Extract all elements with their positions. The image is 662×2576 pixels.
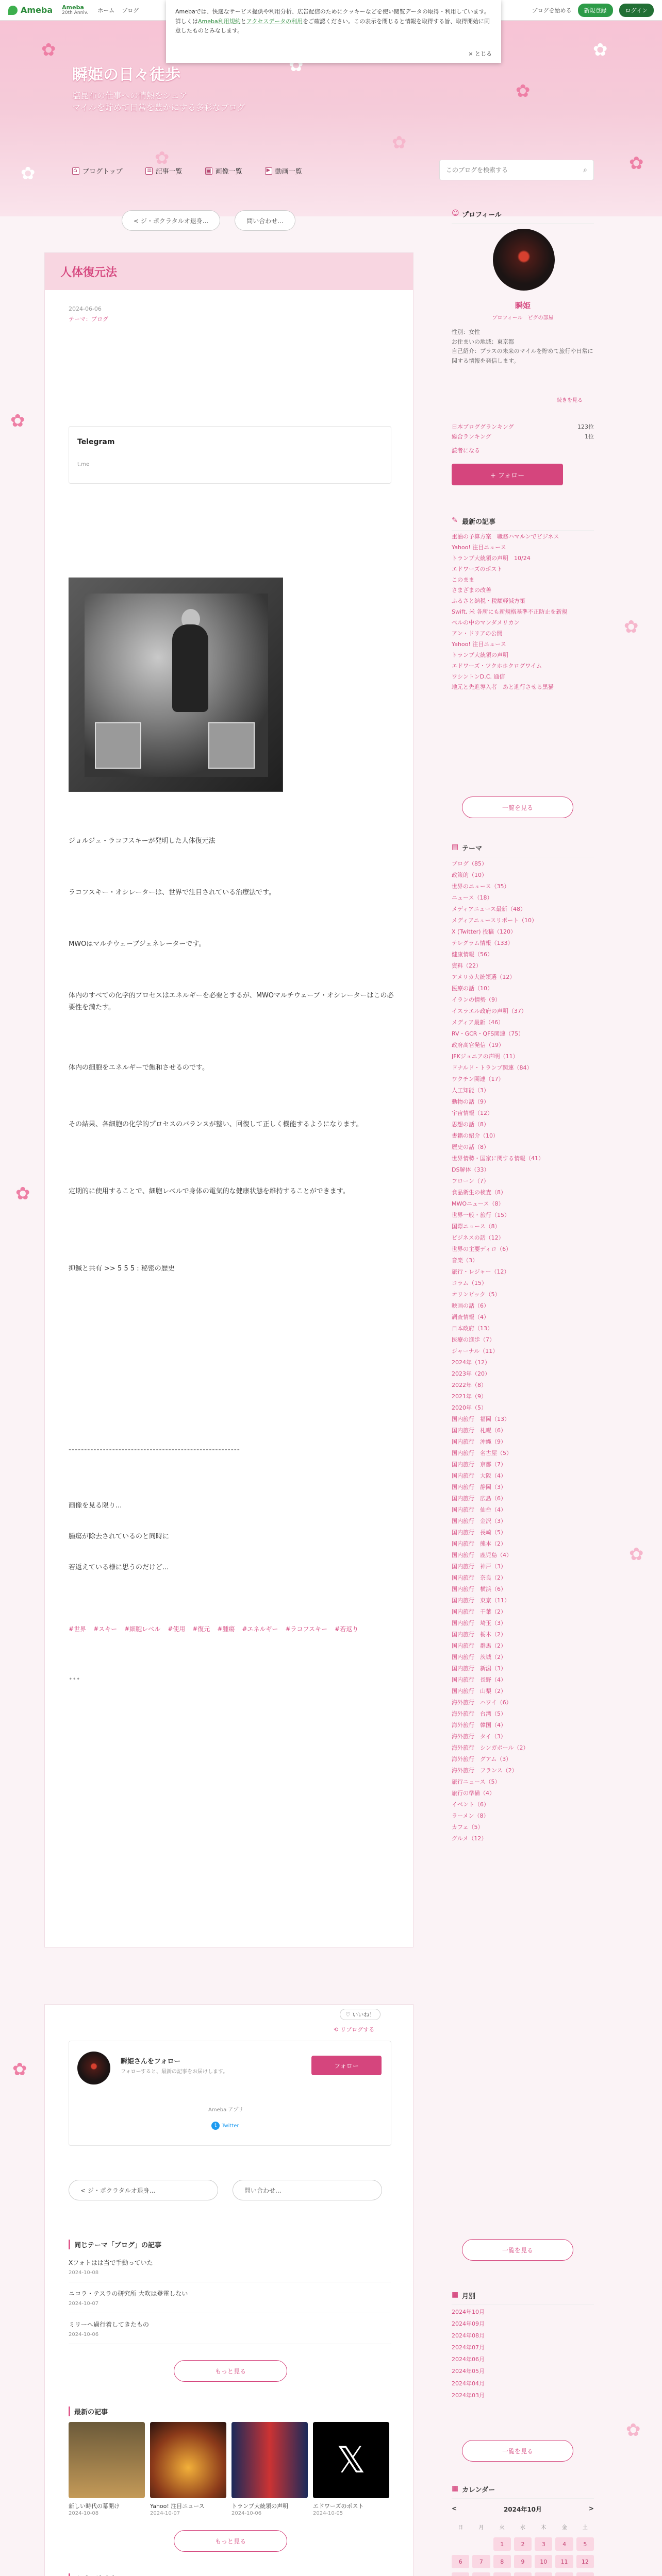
calendar — [452, 2502, 594, 2576]
calendar-icon: ▦ — [452, 2291, 459, 2299]
theme-item[interactable]: 日本政府（13） — [452, 1325, 493, 1332]
theme-item[interactable]: JFKジュニアの声明（11） — [452, 1053, 519, 1060]
list-item[interactable]: さまざまの改善 — [452, 587, 491, 594]
hashtag[interactable]: #細胞レベル — [124, 1625, 161, 1633]
nav-home[interactable]: ホーム — [97, 7, 115, 14]
calendar-day[interactable]: 3 — [535, 2537, 552, 2551]
blog-nav-images[interactable]: ▣ 画像一覧 — [205, 166, 242, 176]
reader-link[interactable]: 読者になる — [452, 447, 480, 454]
avatar[interactable] — [77, 2052, 110, 2084]
theme-item[interactable]: 国内旅行 奈良（2） — [452, 1574, 506, 1581]
theme-item[interactable]: 健康情報（56） — [452, 951, 493, 958]
calendar-day[interactable]: 7 — [472, 2555, 490, 2568]
calendar-day[interactable] — [555, 2572, 573, 2576]
calendar-day[interactable]: 1 — [493, 2537, 511, 2551]
calendar-day[interactable]: 8 — [493, 2555, 511, 2568]
article-footer — [44, 2004, 413, 2576]
list-item[interactable]: ベルの中のマンダメリカン — [452, 619, 520, 626]
theme-item[interactable]: 映画の話（6） — [452, 1302, 489, 1309]
cookie-banner: Amebaでは、快適なサービス提供や利用分析、広告配信のためにクッキーなどを使い閲覧データの取得・利用しています。詳しくはAmeba利用規約とアクセスデータの利用をご確認ください。この表示を閉じると情報を取得する旨、取得開始に同意したものとみなします。 × とじる — [166, 0, 501, 63]
theme-item[interactable]: 国内旅行 埼玉（3） — [452, 1620, 506, 1626]
cookie-close-button[interactable]: × とじる — [468, 50, 492, 57]
ranking-stats: 日本ブロググランキング 123位 総合ランキング 1位 — [452, 423, 594, 440]
person-icon: ☺ — [452, 209, 459, 217]
theme-item[interactable]: 2020年（5） — [452, 1404, 487, 1411]
calendar-day[interactable]: 11 — [555, 2555, 573, 2568]
list-item[interactable]: トランプ大統領の声明 10/24 — [452, 554, 531, 562]
body-text: 画像を見る限り... — [69, 1502, 122, 1510]
archive-item[interactable]: 2024年03月 — [452, 2392, 485, 2399]
share-twitter[interactable]: t Twitter — [211, 2122, 239, 2130]
calendar-prev-button[interactable]: < — [452, 2505, 457, 2512]
theme-item[interactable]: 国内旅行 山梨（2） — [452, 1688, 506, 1694]
calendar-day[interactable]: 6 — [452, 2555, 469, 2568]
calendar-month: 2024年10月 — [503, 2506, 542, 2513]
theme-heading: ▤ テーマ — [452, 840, 594, 857]
list-item[interactable]: 重油の予算方案 職務ハマルンでビジネス — [452, 533, 559, 540]
ameba-20th-logo[interactable]: Ameba 20th Anniv. — [62, 4, 89, 15]
theme-item[interactable]: グルメ（12） — [452, 1835, 487, 1842]
theme-item[interactable]: ラーメン（8） — [452, 1812, 489, 1819]
body-text: 体内の細胞をエネルギーで飽和させるのです。 — [69, 1064, 209, 1072]
theme-item[interactable]: 2022年（8） — [452, 1382, 487, 1388]
flower-icon — [516, 82, 533, 100]
theme-item[interactable]: イランの情勢（9） — [452, 996, 501, 1003]
theme-item[interactable]: 世界情勢・国家に関する情報（41） — [452, 1155, 544, 1162]
hashtag[interactable]: #腫瘍 — [217, 1625, 235, 1633]
global-nav — [97, 6, 139, 14]
recent-thumb[interactable] — [150, 2422, 226, 2498]
theme-item[interactable]: 海外旅行 フランス（2） — [452, 1767, 518, 1774]
list-item[interactable]: Yahoo! 注目ニュース — [452, 640, 506, 648]
body-text: 定期的に使用することで、細胞レベルで身体の電気的な健康状態を維持することができます。 — [69, 1188, 350, 1195]
calendar-heading: ▦ カレンダー — [452, 2481, 594, 2499]
calendar-weekday: 月 — [478, 2524, 484, 2531]
list-item[interactable]: ミリーへ過行着してきたもの 2024-10-06 — [69, 2314, 391, 2344]
archive-item[interactable]: 2024年07月 — [452, 2344, 485, 2351]
folder-icon: ▤ — [452, 843, 459, 851]
flower-icon — [629, 1546, 647, 1563]
blog-nav-articles[interactable]: ≡ 記事一覧 — [145, 166, 183, 176]
video-icon — [265, 167, 272, 175]
flower-icon — [392, 134, 409, 151]
theme-item[interactable]: メディアニュース最新（48） — [452, 906, 526, 912]
flower-icon — [155, 149, 172, 167]
login-button[interactable]: ログイン — [619, 4, 654, 17]
theme-item[interactable]: 資料（22） — [452, 962, 482, 969]
calendar-icon: ▦ — [452, 2484, 459, 2493]
theme-item[interactable]: 歴史の話（8） — [452, 1144, 489, 1150]
theme-item[interactable]: 医療の話（10） — [452, 985, 493, 992]
calendar-day[interactable]: 2 — [514, 2537, 532, 2551]
flower-icon — [21, 165, 38, 182]
calendar-day[interactable] — [576, 2572, 594, 2576]
theme-item[interactable]: 動物の話（9） — [452, 1098, 489, 1105]
archive-more-button[interactable]: 一覧を見る — [462, 2440, 573, 2462]
reblog-icon: ⟲ — [334, 2026, 339, 2033]
recent-caption: 新しい時代の幕開け 2024-10-08 — [69, 2503, 120, 2517]
pager-mid — [69, 2180, 382, 2200]
archive-item[interactable]: 2024年08月 — [452, 2332, 485, 2340]
reblog-title — [69, 2573, 119, 2576]
theme-item[interactable]: 国内旅行 鹿児島（4） — [452, 1552, 512, 1558]
recent-side-heading: ✎ 最新の記事 — [452, 513, 594, 531]
theme-item[interactable]: 国内旅行 大阪（4） — [452, 1472, 506, 1479]
theme-item[interactable]: 国内旅行 広島（6） — [452, 1495, 506, 1502]
calendar-day[interactable]: 9 — [514, 2555, 532, 2568]
theme-item[interactable]: RV・GCR・QFS関連（75） — [452, 1030, 524, 1037]
list-item[interactable]: ふるさと納税・税額軽減方策 — [452, 598, 525, 605]
calendar-weekday: 金 — [561, 2524, 567, 2531]
theme-item[interactable]: 国内旅行 熊本（2） — [452, 1540, 506, 1547]
theme-item[interactable]: ドナルド・トランプ関連（84） — [452, 1064, 533, 1071]
profile-bio: 性別：女性 お住まいの地域：東京都 自己紹介：プラスの未来のマイルを貯めて旅行や日常に関する情報を発信します。 — [452, 329, 593, 365]
pager-top — [122, 210, 295, 231]
calendar-day[interactable] — [514, 2572, 532, 2576]
theme-item[interactable]: 国内旅行 横浜（6） — [452, 1586, 506, 1592]
ameba-leaf-icon — [8, 6, 18, 15]
theme-item[interactable]: 政策的（10） — [452, 872, 487, 878]
calendar-next-button[interactable]: > — [588, 2505, 594, 2512]
body-text: ラコフスキー・オシレーターは、世界で注目されている治療法です。 — [69, 889, 276, 896]
register-button[interactable]: 新規登録 — [578, 4, 613, 17]
list-item[interactable]: エドワーズ・ツクホホクログワイム — [452, 662, 542, 669]
theme-item[interactable]: 国内旅行 長崎（5） — [452, 1529, 506, 1536]
theme-item[interactable]: フローン（7） — [452, 1178, 489, 1184]
profile-more-link[interactable]: 続きを見る — [557, 398, 583, 403]
follow-card — [69, 2041, 391, 2146]
theme-item[interactable]: 海外旅行 台湾（5） — [452, 1710, 506, 1717]
archive-item[interactable]: 2024年09月 — [452, 2320, 485, 2328]
theme-item[interactable]: 医療の進歩（7） — [452, 1336, 495, 1343]
theme-item[interactable]: 海外旅行 グアム（3） — [452, 1756, 512, 1762]
theme-item[interactable]: ビジネスの話（12） — [452, 1234, 504, 1241]
theme-item[interactable]: 国内旅行 福岡（13） — [452, 1416, 510, 1422]
list-item[interactable]: アン・ドリアの公開 — [452, 630, 503, 637]
flower-icon — [10, 412, 28, 430]
theme-item[interactable]: DS解体（33） — [452, 1166, 490, 1173]
theme-item[interactable]: 人工知能（3） — [452, 1087, 489, 1094]
flower-icon — [624, 618, 641, 636]
next-article-button[interactable]: 問い合わせ... — [235, 210, 295, 231]
body-text: その結果、各細胞の化学的プロセスのバランスが整い、回復して正しく機能するようになります。 — [69, 1121, 363, 1128]
calendar-day[interactable]: 12 — [576, 2555, 594, 2568]
recent-title: 最新の記事 — [69, 2406, 108, 2416]
theme-item[interactable]: 調査情報（4） — [452, 1314, 489, 1320]
make-blog-link[interactable]: ブログを始める — [532, 7, 572, 14]
body-text: ジョルジュ・ラコフスキーが発明した人体復元法 — [69, 837, 216, 845]
separator-line: ------------------------------------------------------- — [69, 1446, 240, 1454]
theme-item[interactable]: 2023年（20） — [452, 1370, 490, 1377]
calendar-grid — [452, 2520, 594, 2576]
theme-item[interactable]: 政府高官発信（19） — [452, 1042, 504, 1048]
theme-item[interactable]: 音楽（3） — [452, 1257, 478, 1264]
theme-item[interactable]: 旅行ニュース（5） — [452, 1778, 501, 1785]
theme-item[interactable]: 国内旅行 長野（4） — [452, 1676, 506, 1683]
theme-item[interactable]: ジャーナル（11） — [452, 1348, 499, 1354]
theme-item[interactable]: ワクチン関連（17） — [452, 1076, 504, 1082]
ameba-logo[interactable]: Ameba — [8, 5, 53, 15]
list-item[interactable]: ニコラ・テスラの研究所 大吹は登電しない 2024-10-07 — [69, 2283, 391, 2313]
list-item[interactable]: このまま — [452, 576, 474, 583]
telegram-title: Telegram — [77, 438, 115, 446]
blog-nav — [72, 166, 302, 176]
theme-item[interactable]: 国内旅行 金沢（3） — [452, 1518, 506, 1524]
theme-item[interactable]: 世界一般・旅行（15） — [452, 1212, 510, 1218]
flower-icon — [15, 1185, 33, 1202]
follow-button[interactable]: フォロー — [311, 2056, 382, 2075]
calendar-day[interactable]: 5 — [576, 2537, 594, 2551]
theme-item[interactable]: 旅行の準備（4） — [452, 1790, 495, 1797]
entry-theme[interactable]: テーマ：ブログ — [69, 316, 108, 323]
telegram-embed[interactable] — [69, 426, 391, 484]
article-photo[interactable] — [69, 578, 283, 792]
theme-item[interactable]: 国内旅行 千葉（2） — [452, 1608, 506, 1615]
calendar-day[interactable] — [493, 2572, 511, 2576]
theme-item[interactable]: 国内旅行 神戸（3） — [452, 1563, 506, 1570]
like-button[interactable]: ♡ いいね！ — [340, 2009, 380, 2020]
calendar-day[interactable] — [452, 2572, 469, 2576]
recent-side-list — [452, 532, 594, 693]
follow-card-desc: フォローすると、最新の記事をお届けします。 — [121, 2069, 228, 2075]
body-text: 腫瘍が除去されているのと同時に — [69, 1533, 170, 1540]
document-icon: ✎ — [452, 516, 458, 524]
recent-thumb[interactable] — [69, 2422, 145, 2498]
theme-item[interactable]: 国際ニュース（8） — [452, 1223, 501, 1230]
theme-item[interactable]: 海外旅行 シンガポール（2） — [452, 1744, 529, 1751]
theme-item[interactable]: 宇宙情報（12） — [452, 1110, 493, 1116]
theme-item[interactable]: コラム（15） — [452, 1280, 487, 1286]
theme-item[interactable]: 国内旅行 東京（11） — [452, 1597, 510, 1604]
theme-item[interactable]: 国内旅行 新潟（3） — [452, 1665, 506, 1672]
terms-link[interactable]: Ameba利用規約 — [198, 18, 241, 25]
calendar-day — [472, 2537, 490, 2551]
profile-avatar[interactable] — [493, 229, 555, 291]
theme-item[interactable]: 海外旅行 ハワイ（6） — [452, 1699, 512, 1706]
calendar-weekday: 水 — [520, 2524, 525, 2531]
blog-search — [439, 160, 594, 180]
hashtag[interactable]: #使用 — [168, 1625, 186, 1633]
hashtag[interactable]: #世界 — [69, 1625, 87, 1633]
calendar-weekday: 日 — [458, 2524, 464, 2531]
theme-item[interactable]: メディア最新（46） — [452, 1019, 504, 1026]
flower-icon — [626, 2421, 643, 2439]
theme-item[interactable]: 世界の主要ディロ（6） — [452, 1246, 512, 1252]
theme-item[interactable]: 思想の話（8） — [452, 1121, 489, 1128]
telegram-url: t.me — [77, 462, 89, 467]
home-icon — [72, 167, 79, 175]
hashtag[interactable]: #ラコフスキー — [285, 1625, 328, 1633]
list-item[interactable]: Xフォトはは当で手動っていた 2024-10-08 — [69, 2252, 391, 2282]
recent-caption: エドワーズのポスト 2024-10-05 — [313, 2503, 364, 2517]
calendar-weekday: 木 — [541, 2524, 547, 2531]
theme-item[interactable]: ブログ（85） — [452, 860, 487, 867]
theme-item[interactable]: 2024年（12） — [452, 1359, 490, 1366]
follow-card-name: 瞬姫さんをフォロー — [121, 2058, 181, 2065]
archive-item[interactable]: 2024年06月 — [452, 2356, 485, 2363]
theme-item[interactable]: MWOニュース（8） — [452, 1200, 504, 1207]
prev-article-button[interactable]: < ジ・ポクラタルオ退身... — [122, 210, 220, 231]
article — [44, 252, 413, 1947]
body-text: 抑鍼と共有 >> 5 5 5 : 秘密の歴史 — [69, 1265, 175, 1273]
blog-title[interactable]: 瞬姫の日々徒歩 — [72, 66, 180, 84]
flower-icon — [12, 2061, 30, 2078]
theme-list — [452, 858, 594, 1844]
blog-description: 塩昆布の仕事への情熱をシェア マイルを貯めて日常を豊かにする多彩なブログ — [72, 91, 245, 113]
archive-heading: ▦ 月別 — [452, 2287, 594, 2305]
entry-title[interactable]: 人体復元法 — [45, 253, 413, 290]
list-item[interactable]: ワシントンD.C. 通信 — [452, 673, 505, 680]
theme-item[interactable]: 国内旅行 沖縄（9） — [452, 1438, 506, 1445]
access-data-link[interactable]: アクセスデータの利用 — [246, 18, 303, 25]
theme-item[interactable]: X (Twitter) 投稿（120） — [452, 928, 516, 935]
flower-icon — [629, 155, 647, 172]
theme-item[interactable]: 食品衛生の検査（8） — [452, 1189, 506, 1196]
list-item[interactable]: トランプ大統領の声明 — [452, 651, 508, 658]
archive-item[interactable]: 2024年05月 — [452, 2368, 485, 2375]
theme-item[interactable]: ニュース（18） — [452, 894, 493, 901]
theme-item[interactable]: 世界のニュース（35） — [452, 883, 510, 890]
recent-thumb[interactable] — [231, 2422, 308, 2498]
x-logo-icon[interactable]: 𝕏 — [313, 2422, 389, 2498]
next-article-button[interactable]: 問い合わせ... — [233, 2180, 382, 2200]
sidebar-follow-button[interactable]: + フォロー — [452, 464, 563, 485]
hashtags — [69, 1623, 399, 1635]
theme-item[interactable]: 国内旅行 群馬（2） — [452, 1642, 506, 1649]
hashtag[interactable]: #エネルギー — [242, 1625, 278, 1633]
flower-icon — [593, 41, 610, 59]
recent-more-button[interactable]: もっと見る — [174, 2530, 287, 2552]
archive-item[interactable]: 2024年04月 — [452, 2380, 485, 2387]
theme-item[interactable]: 国内旅行 栃木（2） — [452, 1631, 506, 1638]
theme-item[interactable]: 国内旅行 名古屋（5） — [452, 1450, 512, 1456]
list-item[interactable]: Yahoo! 注目ニュース — [452, 544, 506, 551]
theme-item[interactable]: 国内旅行 静岡（3） — [452, 1484, 506, 1490]
same-theme-title: 同じテーマ「ブログ」の記事 — [69, 2240, 161, 2249]
theme-item[interactable]: カフェ（5） — [452, 1824, 484, 1831]
reblog-button[interactable]: ⟲ リブログする — [334, 2026, 375, 2033]
app-label: Ameba アプリ — [208, 2107, 243, 2113]
entry-date: 2024-06-06 — [69, 306, 102, 312]
list-icon — [145, 167, 153, 175]
archive-item[interactable]: 2024年10月 — [452, 2309, 485, 2315]
image-icon — [205, 167, 212, 175]
recent-caption: トランプ大統領の声明 2024-10-06 — [231, 2503, 288, 2517]
nav-blog[interactable]: ブログ — [122, 7, 139, 14]
hashtag[interactable]: #スキー — [93, 1625, 118, 1633]
calendar-weekday: 土 — [582, 2524, 588, 2531]
recent-caption: Yahoo! 注目ニュース 2024-10-07 — [150, 2503, 205, 2517]
blog-nav-videos[interactable]: ▶ 動画一覧 — [265, 166, 302, 176]
blog-nav-top[interactable]: ⌂ ブログトップ — [72, 166, 123, 176]
profile-heading: ☺ プロフィール — [452, 206, 594, 224]
list-item[interactable]: Swift, 米 各所にも新規格基準不正防止を新規 — [452, 608, 568, 616]
calendar-day[interactable] — [535, 2572, 552, 2576]
list-item[interactable]: 地元と先進導入者 あと進行させる黒猫 — [452, 684, 554, 691]
hashtag[interactable]: #復元 — [192, 1625, 210, 1633]
profile-links[interactable]: プロフィール ピグの部屋 — [492, 315, 554, 321]
theme-item[interactable]: 国内旅行 茨城（2） — [452, 1654, 506, 1660]
theme-item[interactable]: 国内旅行 京都（7） — [452, 1461, 506, 1468]
calendar-day[interactable]: 4 — [555, 2537, 573, 2551]
calendar-day — [452, 2537, 469, 2551]
theme-item[interactable]: 国内旅行 仙台（4） — [452, 1506, 506, 1513]
theme-item[interactable]: 書籍の紹介（10） — [452, 1132, 499, 1139]
theme-item[interactable]: 国内旅行 札幌（6） — [452, 1427, 506, 1434]
list-item[interactable]: エドワーズのポスト — [452, 565, 503, 572]
profile-name[interactable]: 瞬姫 — [515, 301, 531, 310]
theme-item[interactable]: イベント（6） — [452, 1801, 489, 1808]
theme-item[interactable]: 2021年（9） — [452, 1393, 487, 1400]
theme-item[interactable]: メディアニュースリポート（10） — [452, 917, 538, 924]
body-text: 体内のすべての化学的プロセスはエネルギーを必要とするが、MWOマルチウェーブ・オシレーターはこの必要性を満たす。 — [69, 992, 394, 1012]
theme-item[interactable]: オリンピック（5） — [452, 1291, 501, 1298]
calendar-day[interactable]: 10 — [535, 2555, 552, 2568]
calendar-day[interactable] — [472, 2572, 490, 2576]
theme-item[interactable]: 旅行・レジャー（12） — [452, 1268, 510, 1275]
theme-item[interactable]: アメリカ大統領選（12） — [452, 974, 516, 980]
twitter-icon: t — [211, 2122, 220, 2130]
prev-article-button[interactable]: < ジ・ポクラタルオ退身... — [69, 2180, 218, 2200]
body-text: 若返えている様に思うのだけど... — [69, 1564, 169, 1571]
theme-item[interactable]: 海外旅行 タイ（3） — [452, 1733, 506, 1740]
theme-item[interactable]: イスラエル政府の声明（37） — [452, 1008, 527, 1014]
archive-list — [452, 2306, 594, 2401]
search-icon[interactable]: ⌕ — [583, 166, 587, 174]
theme-item[interactable]: テレグラム情報（133） — [452, 940, 514, 946]
blog-search-input[interactable] — [446, 166, 580, 174]
hashtag[interactable]: #若返り — [335, 1625, 359, 1633]
flower-icon — [41, 41, 59, 59]
same-theme-more-button[interactable]: もっと見る — [174, 2360, 287, 2382]
theme-more-button[interactable]: 一覧を見る — [462, 2239, 573, 2261]
body-text: MWOはマルチウェーブジェネレーターです。 — [69, 940, 206, 948]
calendar-weekday: 火 — [499, 2524, 505, 2531]
more-menu-icon[interactable]: ∙∙∙ — [69, 1675, 80, 1682]
theme-item[interactable]: 海外旅行 韓国（4） — [452, 1722, 506, 1728]
recent-side-more-button[interactable]: 一覧を見る — [462, 796, 573, 818]
